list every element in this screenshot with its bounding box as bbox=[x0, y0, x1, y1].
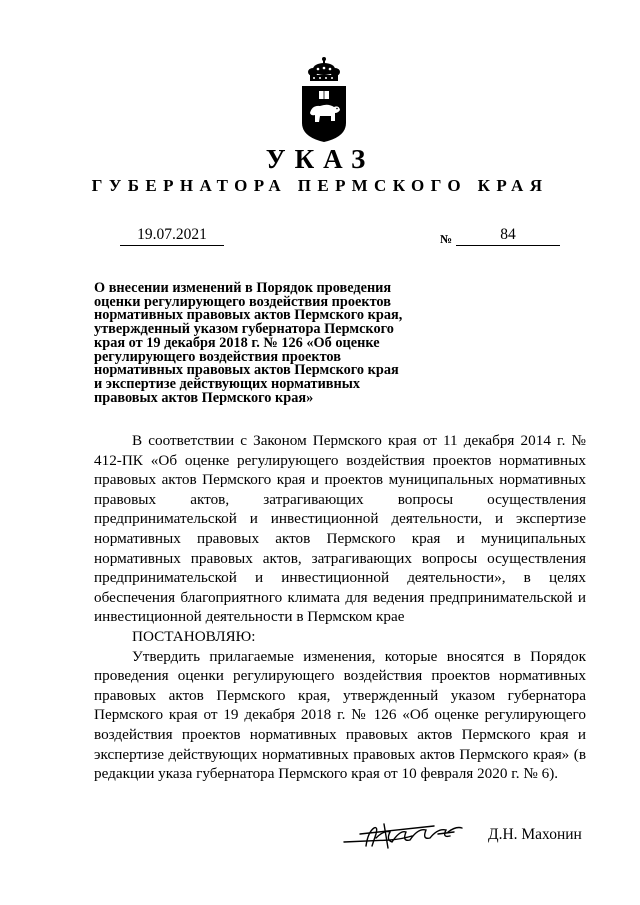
document-subtitle: ГУБЕРНАТОРА ПЕРМСКОГО КРАЯ bbox=[91, 176, 549, 195]
heading-line: нормативных правовых актов Пермского края bbox=[94, 362, 399, 379]
heading-line: края от 19 декабря 2018 г. № 126 «Об оценке bbox=[94, 334, 380, 351]
decree-word: ПОСТАНОВЛЯЮ: bbox=[132, 627, 256, 645]
document-body bbox=[94, 431, 586, 784]
heading-line: правовых актов Пермского края» bbox=[94, 389, 314, 406]
document-number: 84 bbox=[456, 226, 560, 246]
document-title: УКАЗ bbox=[265, 144, 375, 174]
heading-line: регулирующего воздействия проектов bbox=[94, 348, 341, 365]
heading-line: О внесении изменений в Порядок проведения bbox=[94, 280, 392, 296]
document-date: 19.07.2021 bbox=[120, 226, 224, 246]
number-sign: № bbox=[440, 232, 453, 246]
coat-of-arms-icon bbox=[298, 55, 350, 143]
heading-line: утвержденный указом губернатора Пермского bbox=[94, 321, 394, 338]
heading-line: оценки регулирующего воздействия проектов bbox=[94, 293, 391, 310]
signer-name: Д.Н. Махонин bbox=[488, 826, 582, 843]
preamble-paragraph: В соответствии с Законом Пермского края от 11 декабря 2014 г. № 412-ПК «Об оценке регулирующего воздействия проектов нормативных правовых актов Пермского края и проектов муниципальных нормативных правовых актов, затрагивающих вопросы осуществления предпринимательской и инвестиционной деятельности, и экспертизе нормативных правовых актов Пермского края и муниципальных нормативных правовых актов, затрагивающих вопросы осуществления предпринимательской и инвестиционной деятельности», в целях обеспечения благоприятного климата для ведения предпринимательской и инвестиционной деятельности в Пермском крае bbox=[94, 432, 586, 626]
heading-line: и экспертизе действующих нормативных bbox=[94, 375, 361, 392]
resolution-paragraph: Утвердить прилагаемые изменения, которые вносятся в Порядок проведения оценки регулирующего воздействия проектов нормативных правовых актов Пермского края, утвержденный указом губернатора Пермского края от 19 декабря 2018 г. № 126 «Об оценке регулирующего воздействия проектов нормативных правовых актов Пермского края и экспертизе действующих нормативных правовых актов Пермского края» (в редакции указа губернатора Пермского края от 10 февраля 2020 г. № 6). bbox=[94, 647, 586, 783]
handwritten-signature bbox=[330, 812, 480, 862]
document-heading bbox=[94, 282, 454, 405]
heading-line: нормативных правовых актов Пермского края, bbox=[94, 307, 403, 324]
